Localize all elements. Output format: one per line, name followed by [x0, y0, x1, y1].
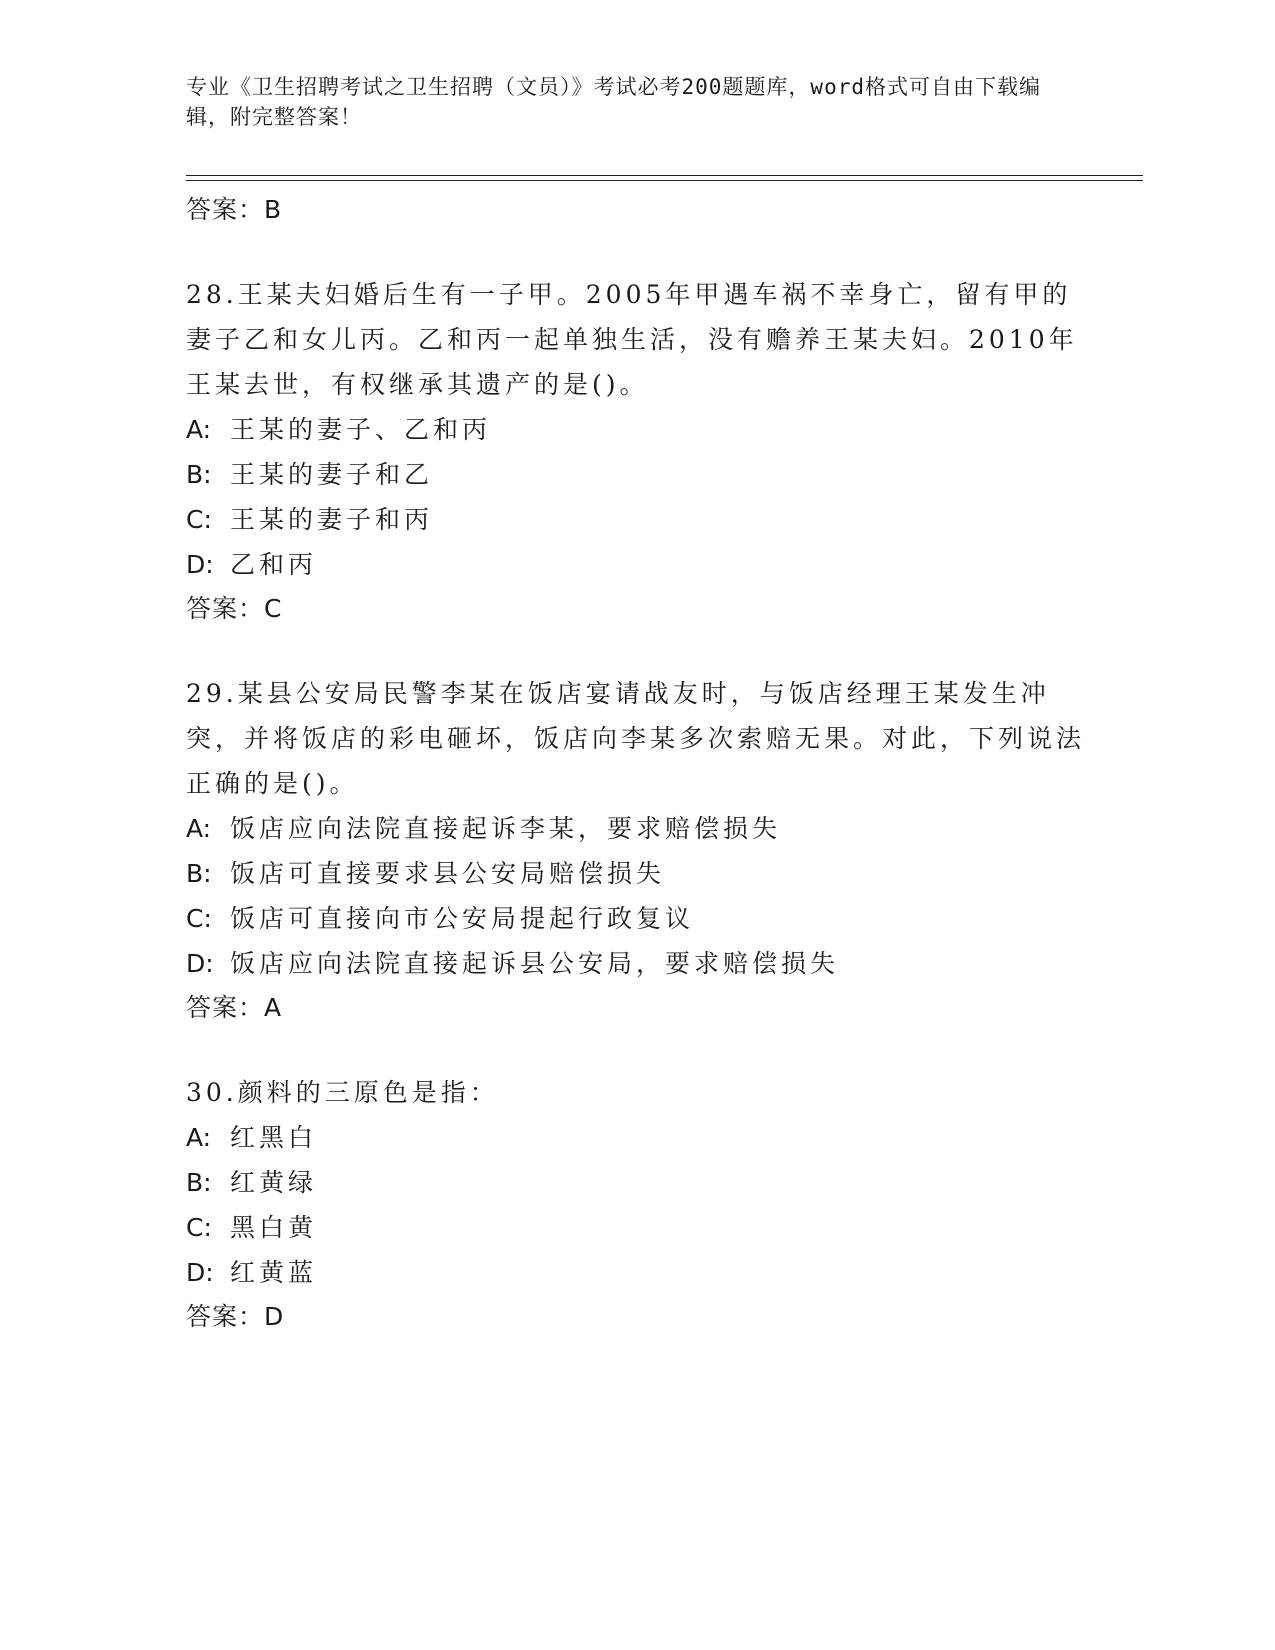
option-letter: B:	[186, 1168, 212, 1197]
option-letter: C:	[186, 904, 212, 933]
option-text: 饭店可直接要求县公安局赔偿损失	[230, 859, 666, 888]
option-text: 王某的妻子和丙	[230, 505, 434, 534]
option-b	[186, 851, 1086, 896]
option-b	[186, 452, 1086, 497]
option-text: 红黄绿	[230, 1168, 318, 1197]
option-c	[186, 1205, 1086, 1250]
option-text: 王某的妻子、乙和丙	[230, 415, 492, 444]
question-text: 30.颜料的三原色是指：	[186, 1078, 499, 1107]
option-letter: C:	[186, 1213, 212, 1242]
option-letter: C:	[186, 505, 212, 534]
option-letter: B:	[186, 460, 212, 489]
option-text: 王某的妻子和乙	[230, 460, 434, 489]
option-d	[186, 1250, 1086, 1295]
option-c	[186, 896, 1086, 941]
option-b	[186, 1160, 1086, 1205]
option-text: 饭店应向法院直接起诉县公安局，要求赔偿损失	[230, 949, 840, 978]
question-item	[186, 1070, 1086, 1339]
answer-line: 答案：C	[186, 594, 283, 623]
question-text: 29.某县公安局民警李某在饭店宴请战友时，与饭店经理王某发生冲突，并将饭店的彩电砸坏，饭店向李某多次索赔无果。对此，下列说法正确的是()。	[186, 679, 1086, 798]
question-text: 28.王某夫妇婚后生有一子甲。2005年甲遇车祸不幸身亡，留有甲的妻子乙和女儿丙。乙和丙一起单独生活，没有赡养王某夫妇。2010年王某去世，有权继承其遗产的是()。	[186, 280, 1078, 399]
option-letter: A:	[186, 1123, 212, 1152]
question-list	[186, 188, 1086, 1339]
answer-line: 答案：B	[186, 195, 283, 224]
document-header: 专业《卫生招聘考试之卫生招聘（文员）》考试必考200题题库，word格式可自由下载编辑，附完整答案！	[186, 75, 1041, 129]
option-a	[186, 1115, 1086, 1160]
option-a	[186, 806, 1086, 851]
option-letter: D:	[186, 949, 214, 978]
option-letter: A:	[186, 814, 212, 843]
header-divider-top	[186, 175, 1143, 176]
option-d	[186, 542, 1086, 587]
option-text: 红黄蓝	[230, 1258, 318, 1287]
option-a	[186, 407, 1086, 452]
header-divider-bottom	[186, 180, 1143, 181]
option-text: 饭店应向法院直接起诉李某，要求赔偿损失	[230, 814, 782, 843]
option-text: 黑白黄	[230, 1213, 318, 1242]
question-item	[186, 272, 1086, 631]
option-letter: D:	[186, 550, 214, 579]
option-text: 饭店可直接向市公安局提起行政复议	[230, 904, 695, 933]
option-text: 红黑白	[230, 1123, 318, 1152]
option-c	[186, 497, 1086, 542]
option-text: 乙和丙	[230, 550, 318, 579]
option-letter: B:	[186, 859, 212, 888]
option-letter: A:	[186, 415, 212, 444]
question-item	[186, 671, 1086, 1030]
option-letter: D:	[186, 1258, 214, 1287]
option-d	[186, 941, 1086, 986]
answer-line: 答案：A	[186, 993, 283, 1022]
answer-line: 答案：D	[186, 1302, 285, 1331]
